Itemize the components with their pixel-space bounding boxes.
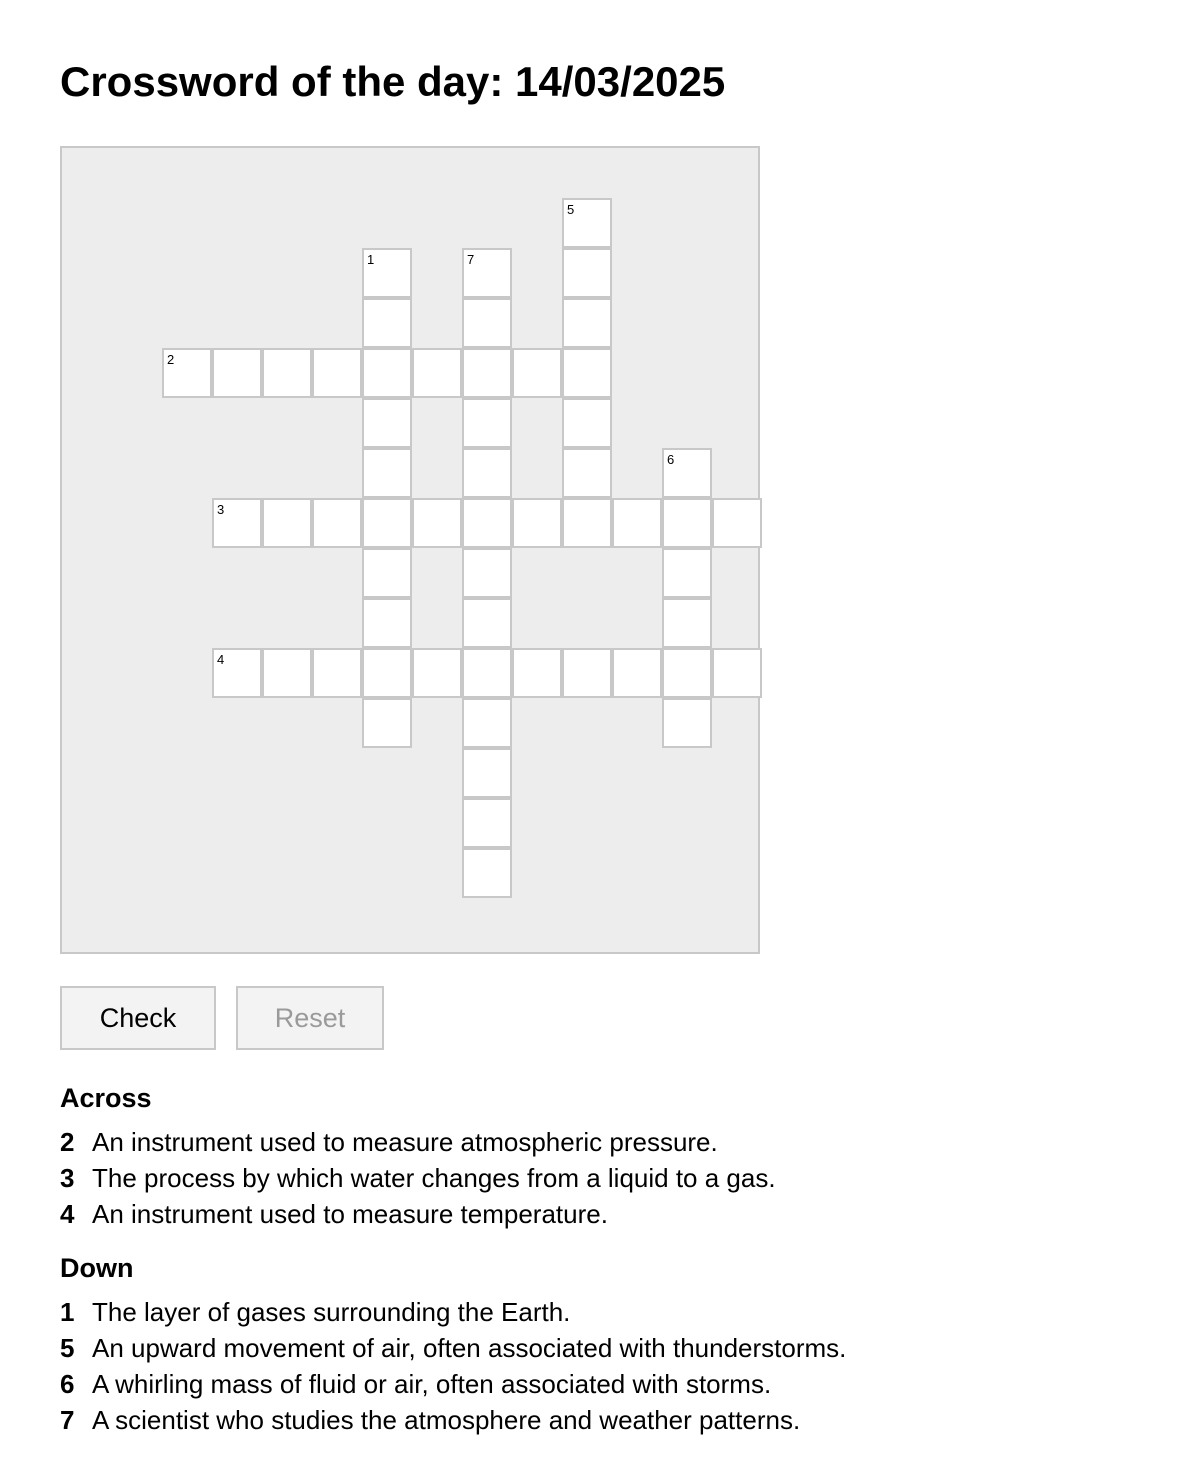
clue-number: 3 [60, 1163, 75, 1193]
grid-cell[interactable] [162, 348, 212, 398]
grid-cell[interactable] [712, 498, 762, 548]
down-heading: Down [60, 1253, 134, 1283]
grid-cell[interactable] [462, 398, 512, 448]
grid-cell[interactable] [612, 648, 662, 698]
grid-cell[interactable] [562, 398, 612, 448]
grid-cell[interactable] [312, 348, 362, 398]
grid-cell[interactable] [262, 348, 312, 398]
grid-cell[interactable] [212, 498, 262, 548]
grid-cell[interactable] [612, 498, 662, 548]
grid-cell[interactable] [562, 298, 612, 348]
grid-cell[interactable] [462, 848, 512, 898]
grid-cell[interactable] [562, 648, 612, 698]
across-clue [60, 1196, 776, 1232]
grid-cell[interactable] [462, 548, 512, 598]
grid-cell[interactable] [362, 448, 412, 498]
grid-cell[interactable] [212, 348, 262, 398]
clue-number: 4 [60, 1199, 75, 1229]
clue-text: The layer of gases surrounding the Earth. [92, 1297, 571, 1327]
cell-number: 3 [217, 502, 225, 517]
grid-cell[interactable] [212, 648, 262, 698]
grid-cell[interactable] [312, 648, 362, 698]
across-heading: Across [60, 1083, 152, 1113]
grid-cell[interactable] [362, 398, 412, 448]
down-clue [60, 1366, 846, 1402]
cell-number: 6 [667, 452, 675, 467]
clue-number: 7 [60, 1405, 75, 1435]
grid-cell[interactable] [462, 798, 512, 848]
cell-number: 5 [567, 202, 575, 217]
clue-text: A scientist who studies the atmosphere and weather patterns. [92, 1405, 801, 1435]
grid-cell[interactable] [662, 498, 712, 548]
grid-cell[interactable] [362, 498, 412, 548]
clue-number: 5 [60, 1333, 75, 1363]
grid-cell[interactable] [562, 348, 612, 398]
grid-cell[interactable] [462, 648, 512, 698]
cell-number: 4 [217, 652, 225, 667]
grid-cell[interactable] [562, 448, 612, 498]
clue-text: The process by which water changes from a liquid to a gas. [92, 1163, 776, 1193]
grid-cell[interactable] [362, 548, 412, 598]
cell-number: 7 [467, 252, 475, 267]
grid-cell[interactable] [462, 248, 512, 298]
reset-button[interactable]: Reset [236, 986, 384, 1050]
page-title: Crossword of the day: 14/03/2025 [60, 58, 726, 105]
grid-cell[interactable] [512, 498, 562, 548]
grid-cell[interactable] [662, 448, 712, 498]
cell-number: 2 [167, 352, 175, 367]
grid-cell[interactable] [662, 648, 712, 698]
down-clue-list [60, 1294, 846, 1438]
grid-cell[interactable] [662, 698, 712, 748]
clue-text: An instrument used to measure atmospheric pressure. [92, 1127, 718, 1157]
grid-cell[interactable] [262, 498, 312, 548]
grid-cell[interactable] [512, 648, 562, 698]
clue-number: 6 [60, 1369, 75, 1399]
grid-cell[interactable] [462, 598, 512, 648]
grid-cell[interactable] [512, 348, 562, 398]
cell-number: 1 [367, 252, 375, 267]
clue-text: An upward movement of air, often associated with thunderstorms. [92, 1333, 847, 1363]
grid-cell[interactable] [362, 698, 412, 748]
grid-cell[interactable] [312, 498, 362, 548]
grid-cell[interactable] [462, 298, 512, 348]
grid-cell[interactable] [262, 648, 312, 698]
grid-cell[interactable] [462, 448, 512, 498]
grid-cell[interactable] [412, 648, 462, 698]
grid-cell[interactable] [362, 298, 412, 348]
grid-cell[interactable] [412, 348, 462, 398]
grid-cell[interactable] [562, 198, 612, 248]
grid-cell[interactable] [562, 498, 612, 548]
clue-number: 2 [60, 1127, 75, 1157]
grid-cell[interactable] [462, 698, 512, 748]
grid-cell[interactable] [562, 248, 612, 298]
across-clue [60, 1160, 776, 1196]
across-clue-list [60, 1124, 776, 1232]
grid-cell[interactable] [712, 648, 762, 698]
clue-text: An instrument used to measure temperature. [92, 1199, 608, 1229]
grid-cell[interactable] [662, 548, 712, 598]
across-clue [60, 1124, 776, 1160]
clue-text: A whirling mass of fluid or air, often associated with storms. [92, 1369, 772, 1399]
down-clue [60, 1330, 846, 1366]
grid-cell[interactable] [662, 598, 712, 648]
check-button[interactable]: Check [60, 986, 216, 1050]
grid-cell[interactable] [462, 748, 512, 798]
down-clue [60, 1294, 846, 1330]
grid-cell[interactable] [362, 648, 412, 698]
grid-cell[interactable] [362, 348, 412, 398]
crossword-grid [60, 146, 760, 954]
grid-cell[interactable] [462, 498, 512, 548]
grid-cell[interactable] [362, 248, 412, 298]
clue-number: 1 [60, 1297, 75, 1327]
down-clue [60, 1402, 846, 1438]
grid-cell[interactable] [412, 498, 462, 548]
grid-cell[interactable] [362, 598, 412, 648]
grid-cell[interactable] [462, 348, 512, 398]
